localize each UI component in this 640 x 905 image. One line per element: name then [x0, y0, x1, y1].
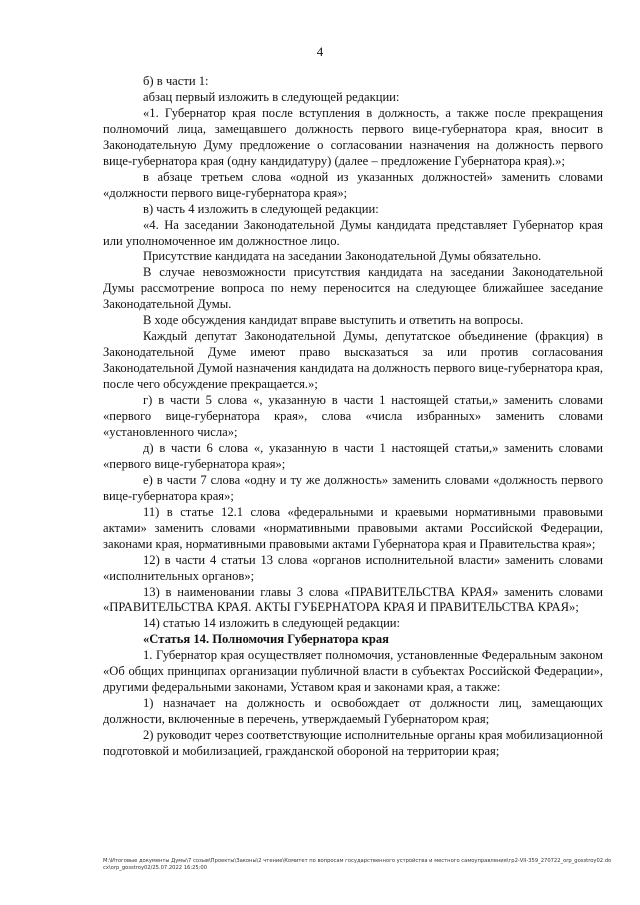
paragraph: б) в части 1:: [143, 74, 209, 88]
footer-file-path: M:\Итоговые документы Думы\7 созыв\Проекты\Законы\2 чтение\Комитет по вопросам государственного устройства и местного самоуправления\гр2-VII-359_270722_orp_gosstroy02.docx\orp_gosstroy02/25.07.2022 16:25:00: [103, 858, 612, 871]
paragraph: «4. На заседании Законодательной Думы кандидата представляет Губернатор края или уполномоченное им должностное лицо.: [103, 217, 603, 248]
paragraph: В ходе обсуждения кандидат вправе выступить и ответить на вопросы.: [143, 313, 524, 328]
paragraph: Каждый депутат Законодательной Думы, депутатское объединение (фракция) в Законодательной Думе имеют право высказаться за или против согласования Законодательной Думой назначения кандидата на должность первого вице-губернатора края, после чего обсуждение прекращается.»;: [103, 329, 603, 392]
paragraph: «1. Губернатор края после вступления в должность, а также после прекращения полномочий лица, замещавшего должность первого вице-губернатора края, вносит в Законодательную Думу предложение о согласовании назначения на должность первого вице-губернатора края (одну кандидатуру) (далее – предложение Губернатора края).»;: [103, 105, 603, 168]
paragraph: г) в части 5 слова «, указанную в части 1 настоящей статьи,» заменить словами «первого вице-губернатора края», слова «числа избранных» заменить словами «установленного числа»;: [103, 393, 603, 439]
page-number: 4: [316, 44, 324, 59]
paragraph: 11) в статье 12.1 слова «федеральными и краевыми нормативными правовыми актами» заменить словами «нормативными правовыми актами Российской Федерации, законами края, нормативными правовыми актами Губернатора края и Правительства края»;: [103, 504, 603, 551]
paragraph: в абзаце третьем слова «одной из указанных должностей» заменить словами «должности первого вице-губернатора края»;: [103, 169, 603, 200]
paragraph: 1) назначает на должность и освобождает от должности лиц, замещающих должности, включенные в перечень, утверждаемый Губернатором края;: [103, 696, 603, 727]
paragraph: 14) статью 14 изложить в следующей редакции:: [143, 616, 401, 631]
paragraph: 13) в наименовании главы 3 слова «ПРАВИТЕЛЬСТВА КРАЯ» заменить словами «ПРАВИТЕЛЬСТВА КРАЯ. АКТЫ ГУБЕРНАТОРА КРАЯ И ПРАВИТЕЛЬСТВА КРАЯ»;: [103, 584, 603, 615]
paragraph: 1. Губернатор края осуществляет полномочия, установленные Федеральным законом «Об общих принципах организации публичной власти в субъектах Российской Федерации», другими федеральными законами, Уставом края и законами края, а также:: [103, 648, 603, 695]
article-heading: «Статья 14. Полномочия Губернатора края: [143, 632, 389, 647]
paragraph: В случае невозможности присутствия кандидата на заседании Законодательной Думы рассмотрение вопроса по нему переносится на следующее ближайшее заседание Законодательной Думы.: [103, 265, 603, 312]
document-body: [103, 74, 603, 760]
paragraph: в) часть 4 изложить в следующей редакции:: [143, 201, 379, 216]
paragraph: Присутствие кандидата на заседании Законодательной Думы обязательно.: [143, 249, 542, 264]
paragraph: е) в части 7 слова «одну и ту же должность» заменить словами «должность первого вице-губернатора края»;: [103, 472, 603, 503]
paragraph: 12) в части 4 статьи 13 слова «органов исполнительной власти» заменить словами «исполнительных органов»;: [103, 552, 603, 583]
paragraph: абзац первый изложить в следующей редакции:: [143, 89, 400, 104]
paragraph: 2) руководит через соответствующие исполнительные органы края мобилизационной подготовкой и мобилизацией, гражданской обороной на территории края;: [103, 728, 603, 759]
paragraph: д) в части 6 слова «, указанную в части 1 настоящей статьи,» заменить словами «первого вице-губернатора края»;: [103, 440, 603, 471]
